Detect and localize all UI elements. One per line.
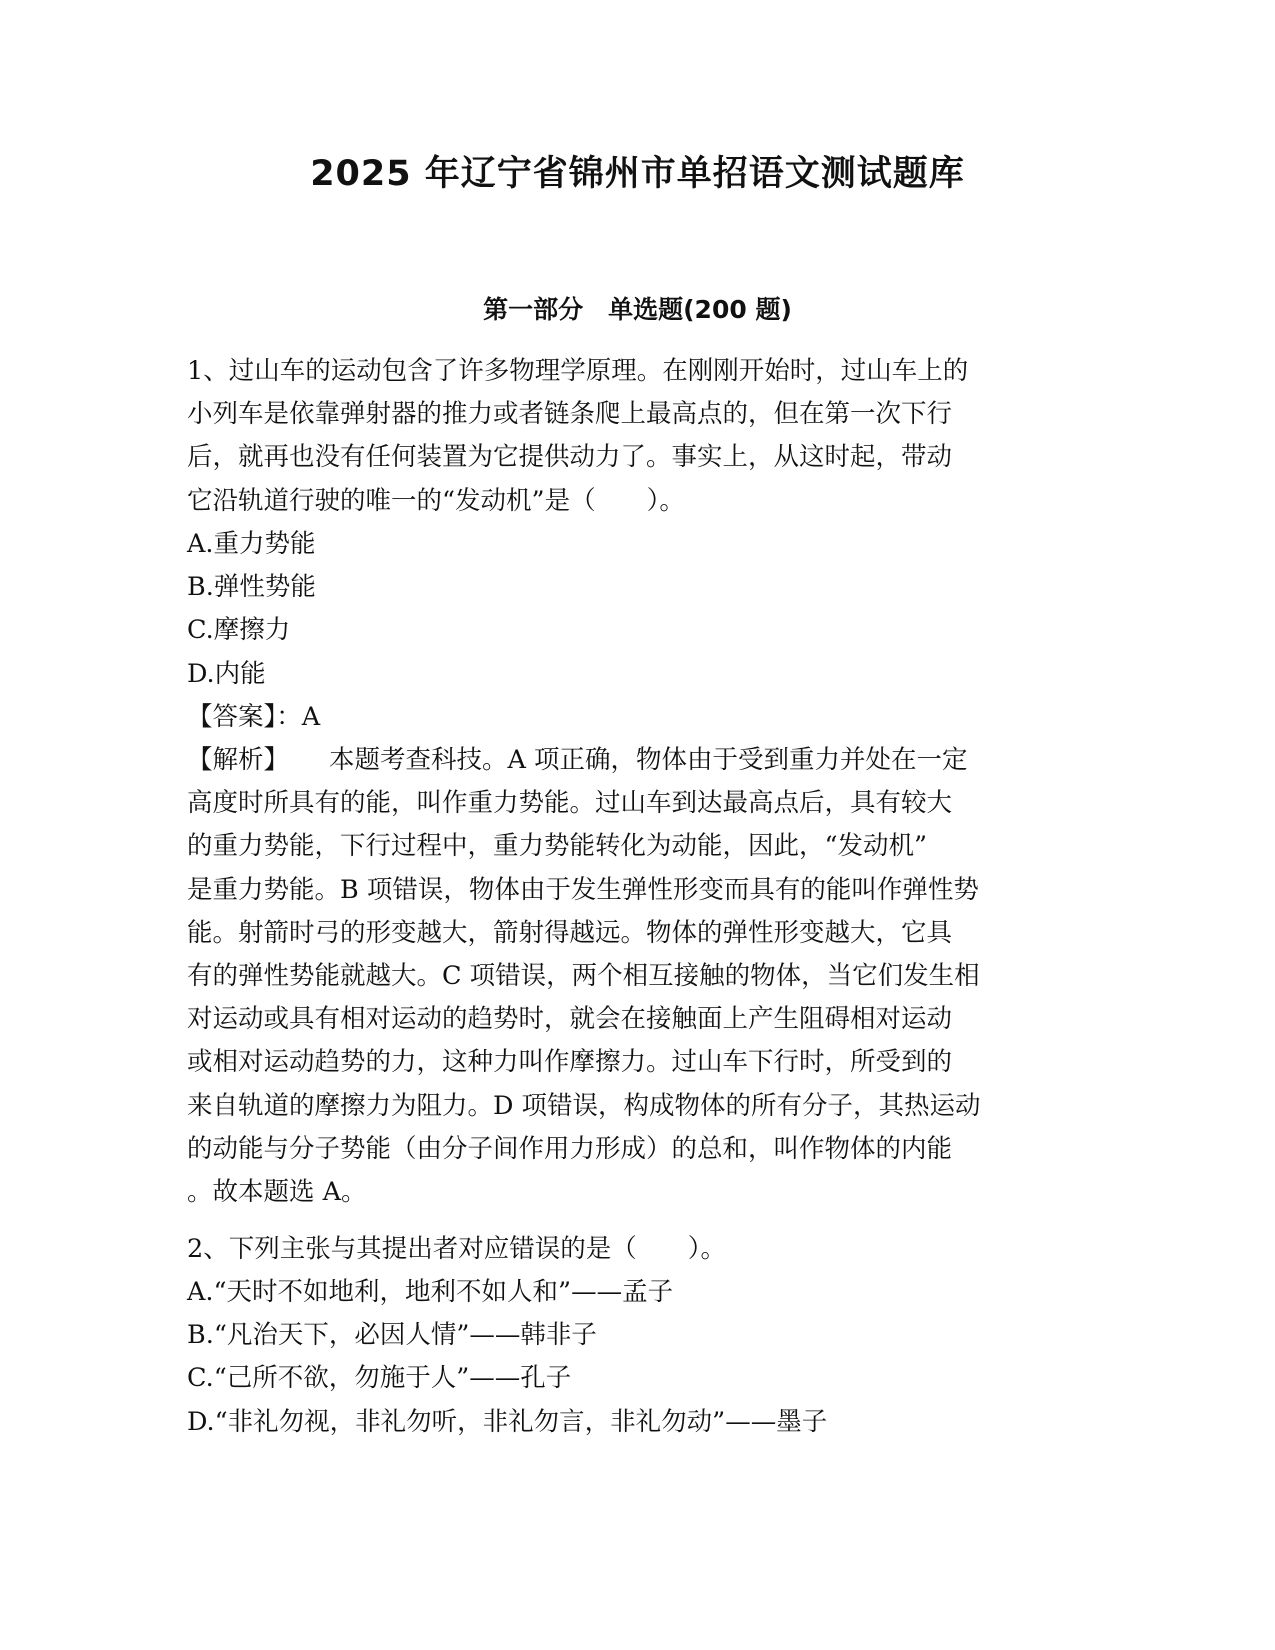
question-1-answer <box>187 696 1087 739</box>
question-2-option-d: D.“非礼勿视，非礼勿听，非礼勿言，非礼勿动”——墨子 <box>187 1406 828 1437</box>
question-1-analysis-line <box>187 739 1087 782</box>
question-1-option-a: A.重力势能 <box>187 529 316 559</box>
question-2-option-b: B.“凡治天下，必因人情”——韩非子 <box>187 1320 597 1351</box>
question-1-analysis-line: 是重力势能。B 项错误，物体由于发生弹性形变而具有的能叫作弹性势 <box>187 874 979 905</box>
question-1-analysis <box>187 739 1087 1214</box>
question-1-stem-line: 1、过山车的运动包含了许多物理学原理。在刚刚开始时，过山车上的 <box>187 356 969 386</box>
question-2-options <box>187 1271 1087 1444</box>
question-1-stem-line: 小列车是依靠弹射器的推力或者链条爬上最高点的，但在第一次下行 <box>187 399 953 430</box>
question-1-analysis-line: 的重力势能，下行过程中，重力势能转化为动能，因此，“发动机” <box>187 831 928 862</box>
question-1-analysis-line: 或相对运动趋势的力，这种力叫作摩擦力。过山车下行时，所受到的 <box>187 1047 953 1078</box>
question-1-analysis-line: 对运动或具有相对运动的趋势时，就会在接触面上产生阻碍相对运动 <box>187 1004 953 1035</box>
question-2-option-c: C.“己所不欲，勿施于人”——孔子 <box>187 1363 572 1394</box>
document-title: 2025 年辽宁省锦州市单招语文测试题库 <box>310 154 965 194</box>
question-1-stem-line: 后，就再也没有任何装置为它提供动力了。事实上，从这时起，带动 <box>187 442 953 473</box>
question-1-stem <box>187 350 1087 523</box>
question-1-option-d: D.内能 <box>187 658 266 689</box>
answer-label: 【答案】： <box>187 702 302 732</box>
question-1-option-c: C.摩擦力 <box>187 615 291 646</box>
question-1-analysis-line: 能。射箭时弓的形变越大，箭射得越远。物体的弹性形变越大，它具 <box>187 917 953 948</box>
question-1-analysis-line: 有的弹性势能就越大。C 项错误，两个相互接触的物体，当它们发生相 <box>187 961 980 992</box>
question-1-options <box>187 523 1087 696</box>
question-1-analysis-line: 来自轨道的摩擦力为阻力。D 项错误，构成物体的所有分子，其热运动 <box>187 1090 981 1121</box>
question-1-stem-line: 它沿轨道行驶的唯一的“发动机”是（ ）。 <box>187 485 685 516</box>
question-2-stem-line: 2、下列主张与其提出者对应错误的是（ ）。 <box>187 1234 726 1264</box>
question-1-analysis-line: 的动能与分子势能（由分子间作用力形成）的总和，叫作物体的内能 <box>187 1133 953 1164</box>
section-title: 第一部分 单选题(200 题) <box>483 295 792 324</box>
analysis-text: 本题考查科技。A 项正确，物体由于受到重力并处在一定 <box>329 745 968 775</box>
question-1-option-b: B.弹性势能 <box>187 572 316 603</box>
answer-value: A <box>301 702 321 732</box>
question-1-analysis-line: 高度时所具有的能，叫作重力势能。过山车到达最高点后，具有较大 <box>187 788 953 819</box>
question-2-option-a: A.“天时不如地利，地利不如人和”——孟子 <box>187 1277 674 1307</box>
question-2-stem <box>187 1228 1087 1271</box>
question-1-analysis-line: 。故本题选 A。 <box>187 1177 367 1208</box>
analysis-label: 【解析】 <box>187 745 290 775</box>
question-1-answer-line <box>187 696 1087 739</box>
